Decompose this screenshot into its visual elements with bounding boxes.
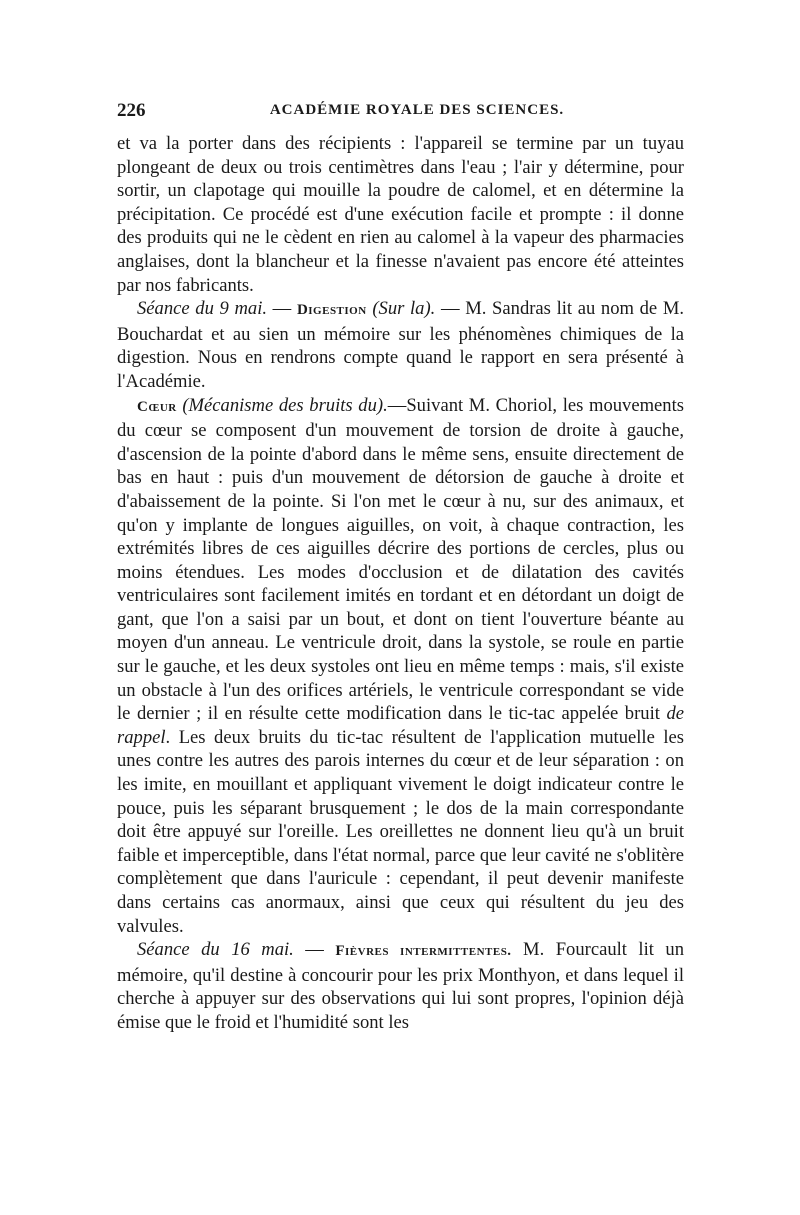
seance-date: Séance du 16 mai. (137, 939, 294, 961)
paragraph-text: . Les deux bruits du tic-tac résultent de l'application mutuelle les unes contre les autres des parois internes du cœur et de leur séparation : on les imite, en mouillant et appliquant vivement le doigt indicateur contre le pouce, puis les séparant brusquement ; le dos de la main correspondante doit être appuyé sur l'oreille. Les oreillettes ne donnent lieu qu'à un bruit faible et imperceptible, dans l'état normal, parce que leur cavité ne s'oblitère complètement que dans l'auricule : cependant, il peut devenir manifeste dans certains cas anormaux, ainsi que ceux qui résultent du jeu des valvules. (117, 726, 684, 937)
section-heading: Fièvres intermittentes. (335, 943, 512, 960)
section-subheading: (Mécanisme des bruits du). (176, 394, 388, 416)
body-text (117, 132, 684, 1035)
paragraph-coeur (117, 394, 684, 939)
page-header (117, 100, 687, 124)
dash: — (293, 939, 336, 961)
section-subheading: (Sur la). (366, 298, 436, 320)
paragraph-text: et va la porter dans des récipients : l'appareil se termine par un tuyau plongeant de deux ou trois centimètres dans l'eau ; l'air y détermine, pour sortir, un clapotage qui mouille la poudre de calomel, et en détermine la précipitation. Ce procédé est d'une exécution facile et prompte : il donne des produits qui ne le cèdent en rien au calomel à la vapeur des pharmacies anglaises, dont la blancheur et la finesse n'avaient pas encore été atteintes par nos fabricants. (117, 133, 684, 296)
paragraph-digestion (117, 297, 684, 393)
seance-date: Séance du 9 mai. (137, 298, 268, 320)
section-heading: Digestion (296, 302, 367, 319)
paragraph-calomel (117, 132, 684, 297)
paragraph-fievres (117, 938, 684, 1034)
paragraph-text: — M. Sandras lit au nom de M. Bouchardat et au sien un mémoire sur les phénomènes chimiques de la digestion. Nous en rendrons compte quand le rapport en sera présenté à l'Académie. (117, 298, 685, 392)
page-number: 226 (117, 100, 146, 121)
section-heading: Cœur (137, 398, 177, 415)
paragraph-text: —Suivant M. Choriol, les mouvements du cœur se composent d'un mouvement de torsion de droite à gauche, d'ascension de la pointe d'abord dans le même sens, ensuite directement de bas en haut : puis d'un mouvement de détorsion de gauche à droite et d'abaissement de la pointe. Si l'on met le cœur à nu, sur des animaux, et qu'on y implante de longues aiguilles, on voit, à chaque contraction, les extrémités libres de ces aiguilles décrire des portions de cercles, plus ou moins étendues. Les modes d'occlusion et de dilatation des cavités ventriculaires sont facilement imités en tordant et en détordant un doigt de gant, que l'on a saisi par un bout, et dont on tient l'ouverture béante au moyen d'un anneau. Le ventricule droit, dans la systole, se roule en partie sur le gauche, et les deux systoles ont lieu en même temps : mais, s'il existe un obstacle à l'un des orifices artériels, le ventricule correspondant se vide le dernier ; il en résulte cette modification dans le tic-tac appelée bruit (117, 394, 685, 725)
running-title: ACADÉMIE ROYALE DES SCIENCES. (269, 102, 565, 118)
dash: — (267, 298, 297, 320)
paragraph-text: M. Fourcault lit un mémoire, qu'il destine à concourir pour les prix Monthyon, et dans lequel il cherche à appuyer sur des observations qui lui sont propres, l'opinion déjà émise que le froid et l'humidité sont les (117, 939, 684, 1033)
emphasis: de rappel (117, 703, 684, 748)
